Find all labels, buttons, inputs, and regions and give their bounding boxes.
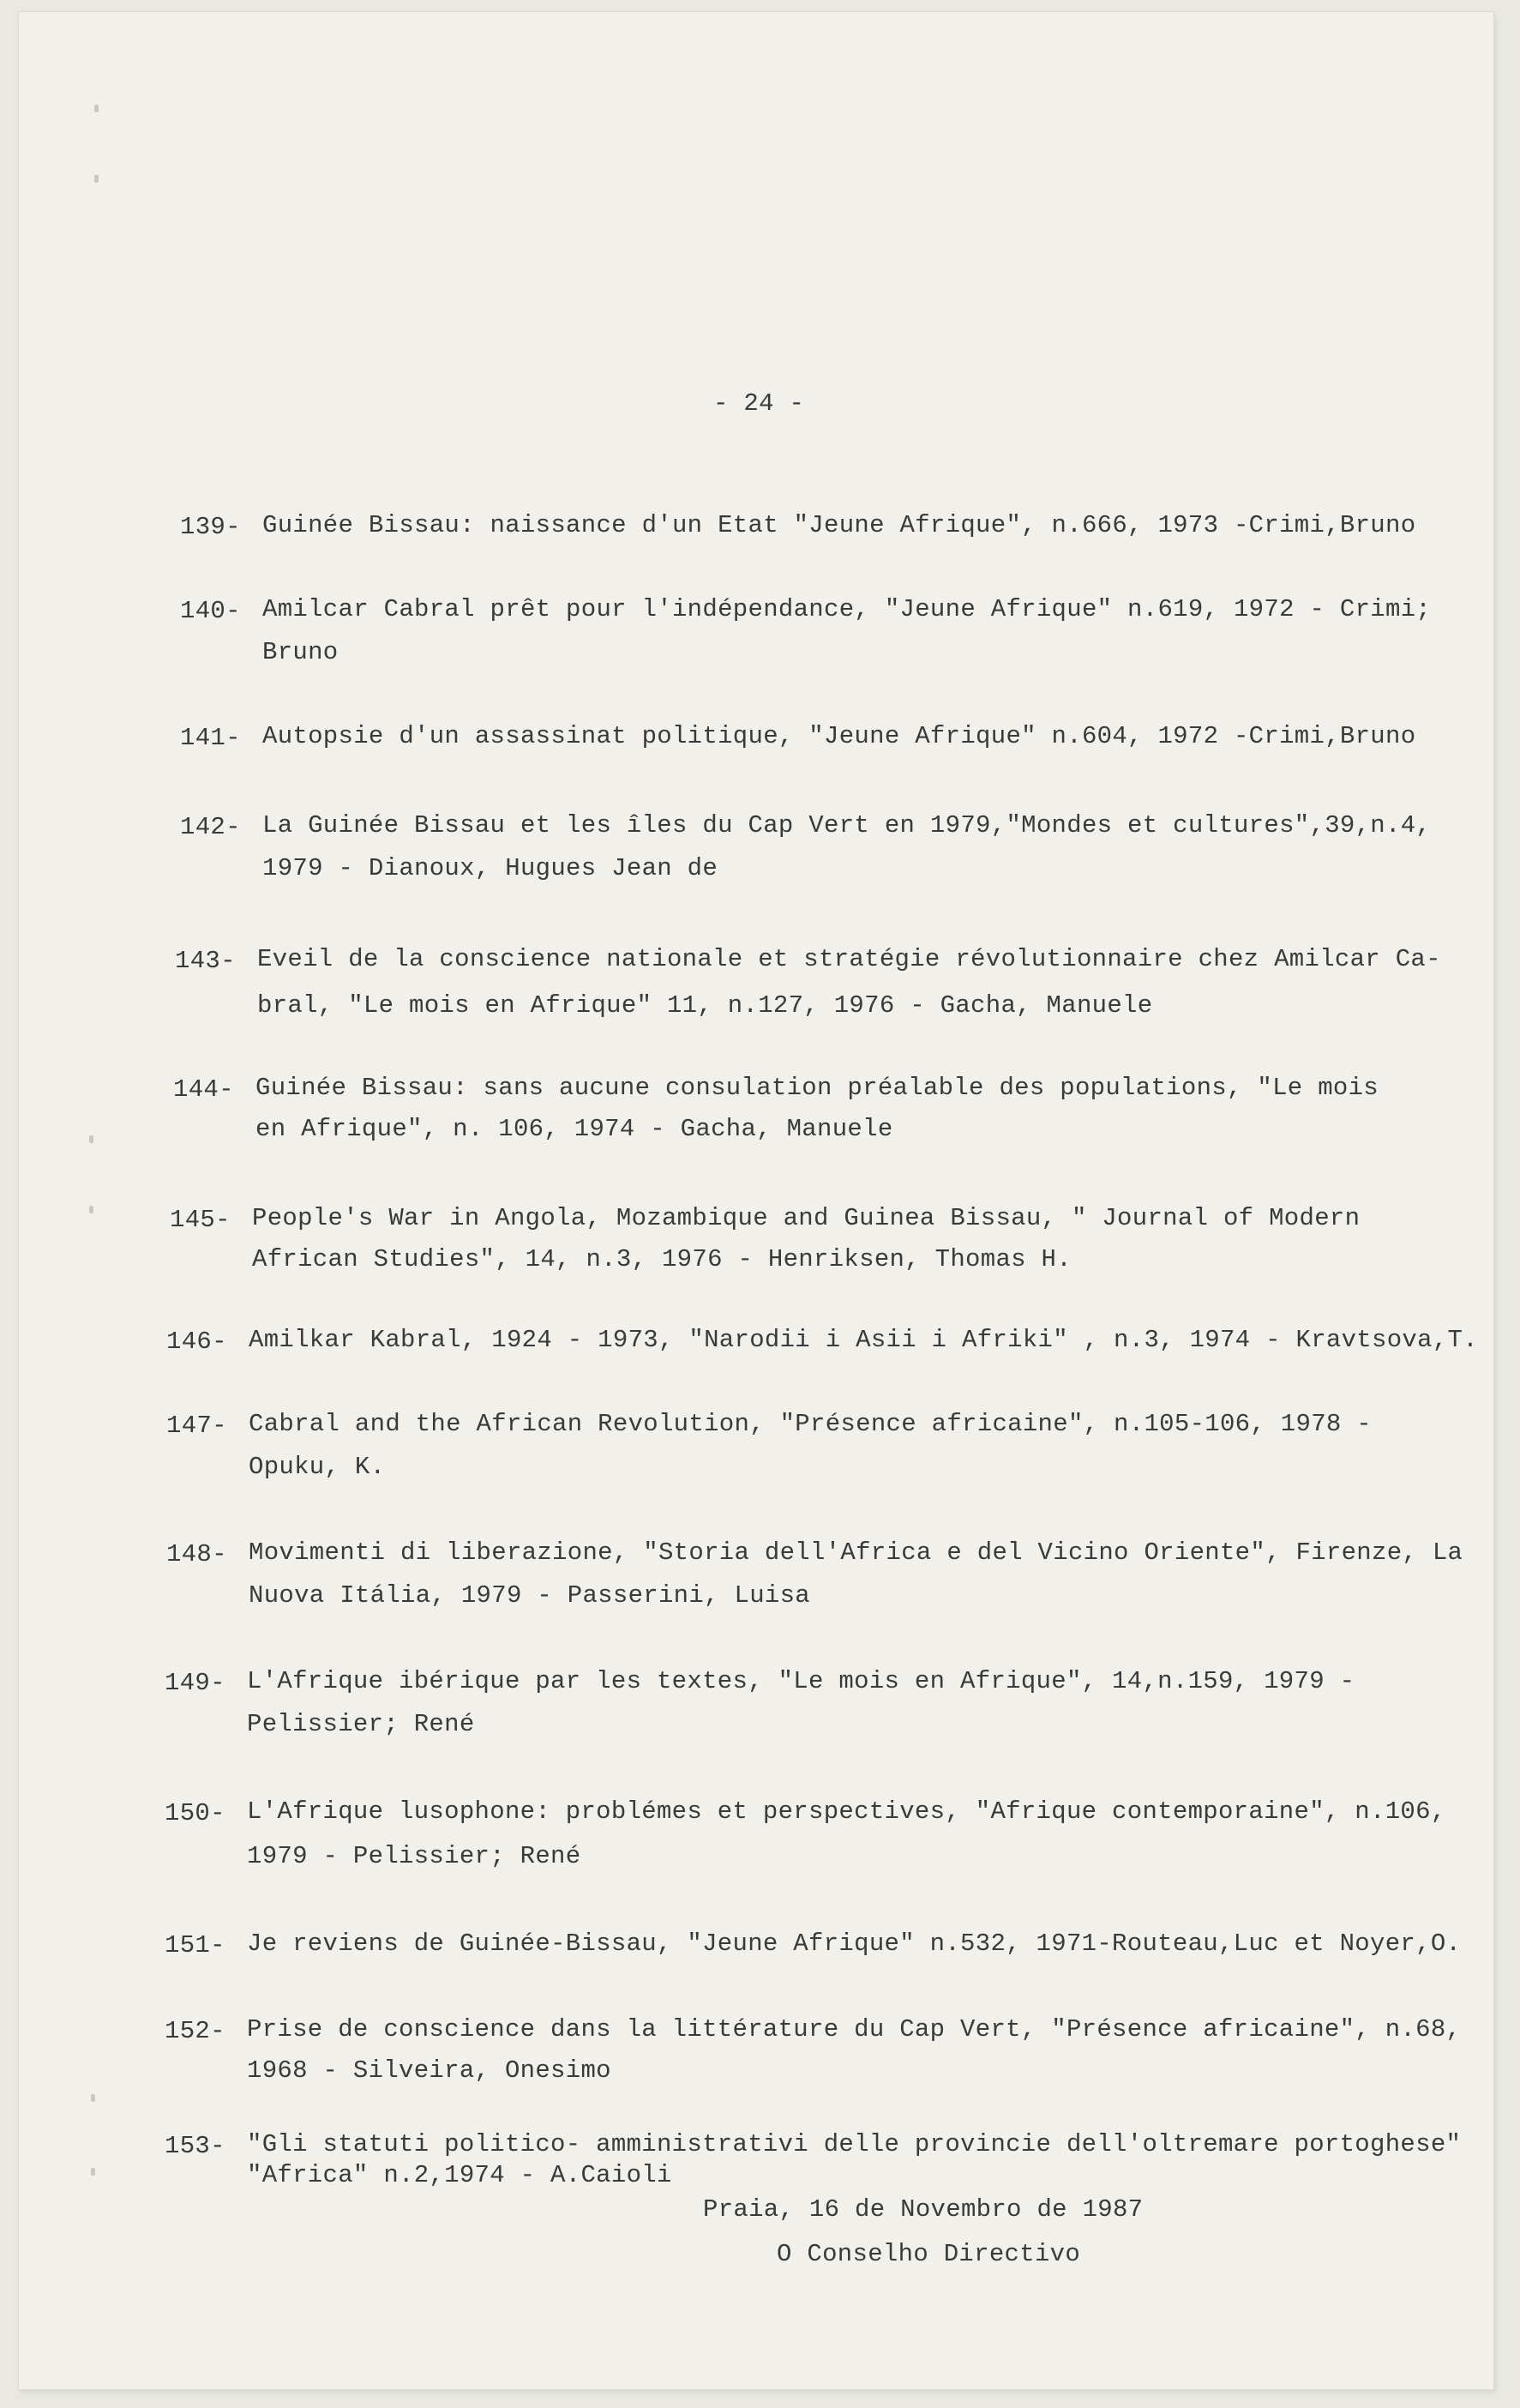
entry-text-line: Guinée Bissau: naissance d'un Etat "Jeune Afrique", n.666, 1973 -Crimi,Bruno — [262, 511, 1416, 539]
binder-hole-mark — [91, 2168, 95, 2176]
entry-text-line: 1968 - Silveira, Onesimo — [247, 2056, 611, 2085]
entry-text-line: "Africa" n.2,1974 - A.Caioli — [247, 2161, 672, 2189]
entry-text-line: bral, "Le mois en Afrique" 11, n.127, 1976 - Gacha, Manuele — [257, 991, 1153, 1020]
entry-text-line: People's War in Angola, Mozambique and Guinea Bissau, " Journal of Modern — [252, 1204, 1361, 1232]
entry-text-line: Guinée Bissau: sans aucune consulation préalable des populations, "Le mois — [255, 1074, 1379, 1102]
entry-number: 143- — [175, 947, 236, 975]
entry-text-line: Prise de conscience dans la littérature du Cap Vert, "Présence africaine", n.68, — [247, 2015, 1462, 2044]
entry-text-line: African Studies", 14, n.3, 1976 - Henriksen, Thomas H. — [252, 1245, 1072, 1273]
place-and-date: Praia, 16 de Novembro de 1987 — [703, 2195, 1144, 2224]
binder-hole-mark — [94, 105, 99, 112]
entry-text-line: en Afrique", n. 106, 1974 - Gacha, Manuele — [255, 1115, 893, 1143]
binder-hole-mark — [89, 1206, 93, 1213]
entry-text-line: Pelissier; René — [247, 1710, 475, 1738]
entry-number: 147- — [166, 1412, 227, 1440]
entry-number: 139- — [180, 513, 241, 541]
signatory: O Conselho Directivo — [777, 2240, 1081, 2268]
page-number: - 24 - — [713, 389, 805, 418]
binder-hole-mark — [94, 175, 99, 183]
entry-text-line: 1979 - Pelissier; René — [247, 1842, 581, 1870]
binder-hole-mark — [89, 1135, 93, 1143]
entry-number: 144- — [173, 1075, 234, 1104]
entry-text-line: Autopsie d'un assassinat politique, "Jeune Afrique" n.604, 1972 -Crimi,Bruno — [262, 722, 1416, 750]
entry-number: 141- — [180, 724, 241, 752]
entry-text-line: "Gli statuti politico- amministrativi delle provincie dell'oltremare portoghese" — [247, 2130, 1462, 2158]
entry-text-line: La Guinée Bissau et les îles du Cap Vert en 1979,"Mondes et cultures",39,n.4, — [262, 811, 1432, 840]
entry-text-line: Opuku, K. — [249, 1453, 386, 1481]
binder-hole-mark — [91, 2094, 95, 2102]
entry-number: 151- — [165, 1931, 225, 1960]
entry-text-line: Amilkar Kabral, 1924 - 1973, "Narodii i Asii i Afriki" , n.3, 1974 - Kravtsova,T. — [249, 1326, 1478, 1354]
entry-text-line: Movimenti di liberazione, "Storia dell'Africa e del Vicino Oriente", Firenze, La — [249, 1538, 1463, 1567]
entry-number: 145- — [170, 1206, 231, 1234]
entry-text-line: Eveil de la conscience nationale et stratégie révolutionnaire chez Amilcar Ca- — [257, 945, 1441, 973]
entry-number: 148- — [166, 1540, 227, 1568]
entry-text-line: Amilcar Cabral prêt pour l'indépendance, "Jeune Afrique" n.619, 1972 - Crimi; — [262, 595, 1432, 623]
entry-text-line: L'Afrique ibérique par les textes, "Le mois en Afrique", 14,n.159, 1979 - — [247, 1667, 1355, 1695]
entry-number: 153- — [165, 2132, 225, 2160]
document-page — [19, 12, 1493, 2389]
entry-number: 140- — [180, 597, 241, 625]
entry-number: 150- — [165, 1799, 225, 1827]
entry-text-line: Je reviens de Guinée-Bissau, "Jeune Afrique" n.532, 1971-Routeau,Luc et Noyer,O. — [247, 1929, 1462, 1958]
entry-text-line: Bruno — [262, 638, 339, 666]
entry-number: 142- — [180, 813, 241, 841]
entry-number: 149- — [165, 1669, 225, 1697]
entry-number: 146- — [166, 1327, 227, 1356]
entry-number: 152- — [165, 2017, 225, 2045]
entry-text-line: L'Afrique lusophone: problémes et perspectives, "Afrique contemporaine", n.106, — [247, 1797, 1446, 1826]
entry-text-line: Cabral and the African Revolution, "Présence africaine", n.105-106, 1978 - — [249, 1410, 1373, 1438]
entry-text-line: 1979 - Dianoux, Hugues Jean de — [262, 854, 718, 882]
entry-text-line: Nuova Itália, 1979 - Passerini, Luisa — [249, 1581, 811, 1610]
